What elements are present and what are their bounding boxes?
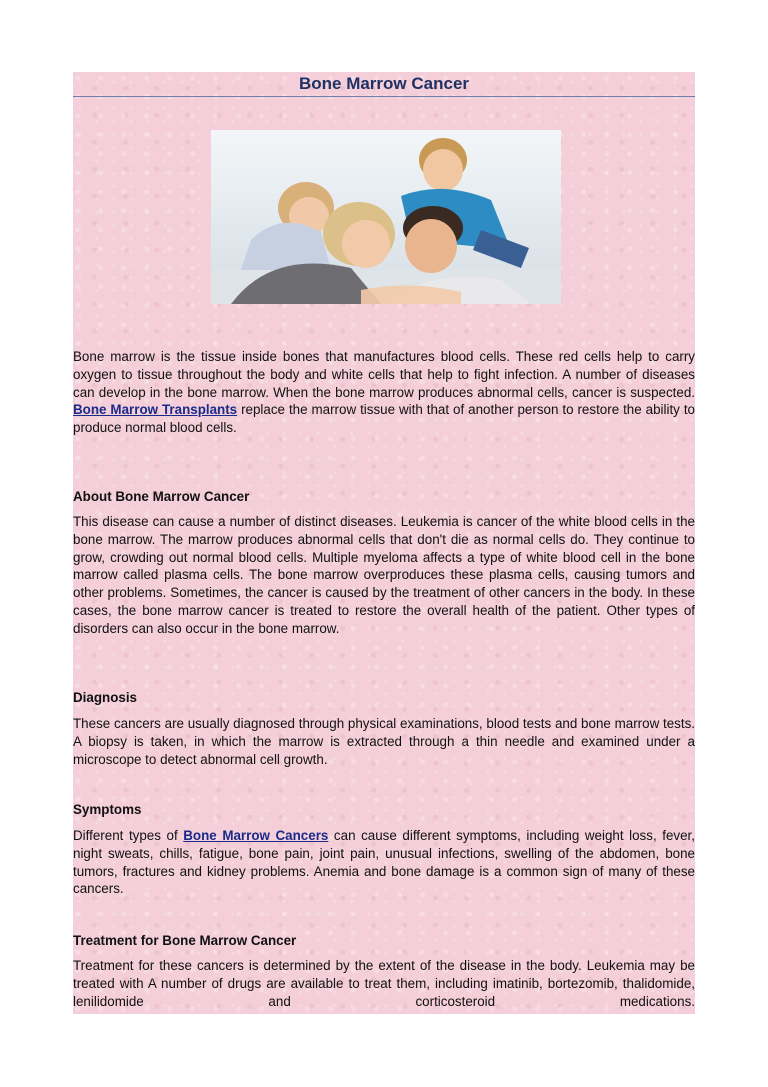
section-body-about: This disease can cause a number of distinct diseases. Leukemia is cancer of the white blood cells in the bone marrow. The marrow produces abnormal cells that don't die as normal cells do. They continue to grow, crowding out normal blood cells. Multiple myeloma affects a type of white blood cell in the bone marrow called plasma cells. The bone marrow overproduces these plasma cells, causing tumors and other problems. Sometimes, the cancer is caused by the treatment of other cancers in the body. In these cases, the bone marrow cancer is treated to restore the overall health of the patient. Other types of disorders can also occur in the bone marrow. (73, 514, 695, 636)
bone-marrow-transplants-link[interactable]: Bone Marrow Transplants (73, 402, 238, 418)
family-photo (211, 130, 561, 304)
bone-marrow-cancers-link[interactable]: Bone Marrow Cancers (183, 828, 329, 843)
section-heading-diagnosis: Diagnosis (73, 690, 137, 705)
section-heading-treatment: Treatment for Bone Marrow Cancer (73, 933, 297, 948)
intro-paragraph (73, 348, 695, 437)
section-heading-about: About Bone Marrow Cancer (73, 489, 250, 504)
title-bar (73, 72, 695, 97)
family-photo-illustration (211, 130, 561, 304)
symptoms-text-after-link: can cause different symptoms, including weight loss, fever, night sweats, chills, fatigue, bone pain, joint pain, unusual infections, swelling of the abdomen, bone tumors, fractures and kidney problems. Anemia and bone damage is a common sign of many of these cancers. (73, 828, 695, 897)
intro-text-after-link: replace the marrow tissue with that of another person to restore the ability to produce normal blood cells. (73, 402, 695, 436)
page-title: Bone Marrow Cancer (298, 74, 470, 93)
man-face (405, 219, 457, 273)
section-body-treatment: Treatment for these cancers is determined by the extent of the disease in the body. Leukemia may be treated with A number of drugs are available to treat them, including imatinib, bortezomib, thalidomide, lenilidomide and corticosteroid medications. (73, 958, 695, 1009)
section-body-diagnosis: These cancers are usually diagnosed through physical examinations, blood tests and bone marrow tests. A biopsy is taken, in which the marrow is extracted through a thin needle and examined under a microscope to detect abnormal cell growth. (73, 716, 695, 767)
intro-text-before-link: Bone marrow is the tissue inside bones that manufactures blood cells. These red cells help to carry oxygen to tissue throughout the body and white cells that help to fight infection. A number of diseases can develop in the bone marrow. When the bone marrow produces abnormal cells, cancer is suspected. (73, 349, 695, 400)
section-body-symptoms (73, 827, 695, 898)
document-sheet (73, 72, 695, 1014)
woman-face (342, 220, 390, 268)
section-heading-symptoms: Symptoms (73, 802, 142, 817)
symptoms-text-before-link: Different types of (73, 828, 184, 843)
boy-face (423, 149, 463, 191)
